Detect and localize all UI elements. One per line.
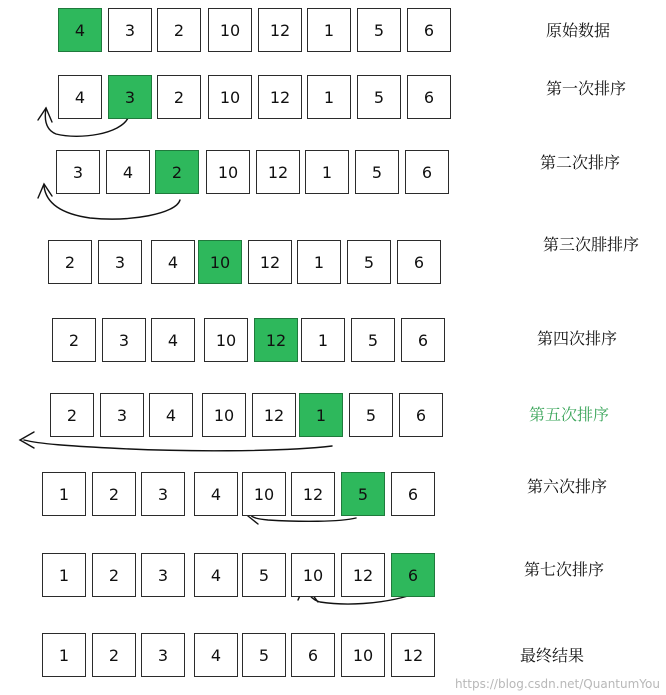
array-cell: 5: [357, 75, 401, 119]
array-cell: 12: [258, 75, 302, 119]
array-cell: 12: [254, 318, 298, 362]
array-cell: 10: [242, 472, 286, 516]
array-cell: 10: [341, 633, 385, 677]
pass-label: 第三次腓排序: [543, 235, 640, 254]
pass-label: 第一次排序: [546, 79, 627, 98]
insert-arrow-pass-2-head: [38, 184, 52, 198]
array-cell: 5: [351, 318, 395, 362]
array-cell: 2: [52, 318, 96, 362]
array-cell: 2: [157, 8, 201, 52]
array-cell: 6: [391, 472, 435, 516]
array-cell: 1: [42, 553, 86, 597]
watermark: https://blog.csdn.net/QuantumYou: [454, 677, 660, 691]
array-cell: 5: [349, 393, 393, 437]
array-cell: 1: [301, 318, 345, 362]
array-cell: 1: [297, 240, 341, 284]
pass-label: 第五次排序: [529, 405, 610, 424]
array-cell: 6: [291, 633, 335, 677]
array-cell: 10: [291, 553, 335, 597]
array-cell: 4: [106, 150, 150, 194]
array-cell: 12: [291, 472, 335, 516]
array-cell: 5: [341, 472, 385, 516]
array-cell: 3: [108, 75, 152, 119]
array-cell: 5: [242, 633, 286, 677]
array-cell: 3: [141, 472, 185, 516]
array-cell: 1: [305, 150, 349, 194]
array-cell: 2: [157, 75, 201, 119]
array-cell: 2: [48, 240, 92, 284]
array-cell: 2: [155, 150, 199, 194]
array-cell: 12: [391, 633, 435, 677]
array-cell: 1: [299, 393, 343, 437]
pass-label: 第六次排序: [527, 477, 608, 496]
array-cell: 12: [258, 8, 302, 52]
array-cell: 4: [151, 318, 195, 362]
array-cell: 6: [397, 240, 441, 284]
array-cell: 3: [102, 318, 146, 362]
array-cell: 3: [98, 240, 142, 284]
array-cell: 3: [56, 150, 100, 194]
pass-label: 最终结果: [520, 646, 585, 665]
array-cell: 3: [141, 553, 185, 597]
array-cell: 4: [194, 553, 238, 597]
pass-label: 原始数据: [546, 21, 611, 40]
array-cell: 2: [50, 393, 94, 437]
array-cell: 6: [401, 318, 445, 362]
insert-arrow-pass-5-head: [20, 432, 34, 448]
array-cell: 2: [92, 633, 136, 677]
pass-label: 第七次排序: [524, 560, 605, 579]
array-cell: 4: [58, 75, 102, 119]
array-cell: 4: [149, 393, 193, 437]
array-cell: 6: [405, 150, 449, 194]
array-cell: 6: [399, 393, 443, 437]
array-cell: 2: [92, 553, 136, 597]
pass-label: 第二次排序: [540, 153, 621, 172]
array-cell: 1: [42, 472, 86, 516]
array-cell: 12: [252, 393, 296, 437]
array-cell: 10: [208, 75, 252, 119]
array-cell: 12: [248, 240, 292, 284]
array-cell: 3: [108, 8, 152, 52]
insert-arrow-pass-5: [24, 440, 332, 451]
array-cell: 4: [194, 472, 238, 516]
array-cell: 4: [194, 633, 238, 677]
array-cell: 12: [341, 553, 385, 597]
array-cell: 10: [202, 393, 246, 437]
array-cell: 5: [347, 240, 391, 284]
array-cell: 1: [307, 75, 351, 119]
array-cell: 10: [206, 150, 250, 194]
array-cell: 2: [92, 472, 136, 516]
array-cell: 5: [357, 8, 401, 52]
array-cell: 12: [256, 150, 300, 194]
pass-label: 第四次排序: [537, 329, 618, 348]
array-cell: 6: [407, 75, 451, 119]
array-cell: 1: [307, 8, 351, 52]
array-cell: 5: [355, 150, 399, 194]
array-cell: 6: [391, 553, 435, 597]
array-cell: 4: [58, 8, 102, 52]
array-cell: 1: [42, 633, 86, 677]
array-cell: 3: [100, 393, 144, 437]
insert-arrow-pass-1-head: [38, 108, 52, 122]
array-cell: 6: [407, 8, 451, 52]
array-cell: 4: [151, 240, 195, 284]
array-cell: 10: [204, 318, 248, 362]
array-cell: 3: [141, 633, 185, 677]
array-cell: 10: [208, 8, 252, 52]
array-cell: 5: [242, 553, 286, 597]
array-cell: 10: [198, 240, 242, 284]
